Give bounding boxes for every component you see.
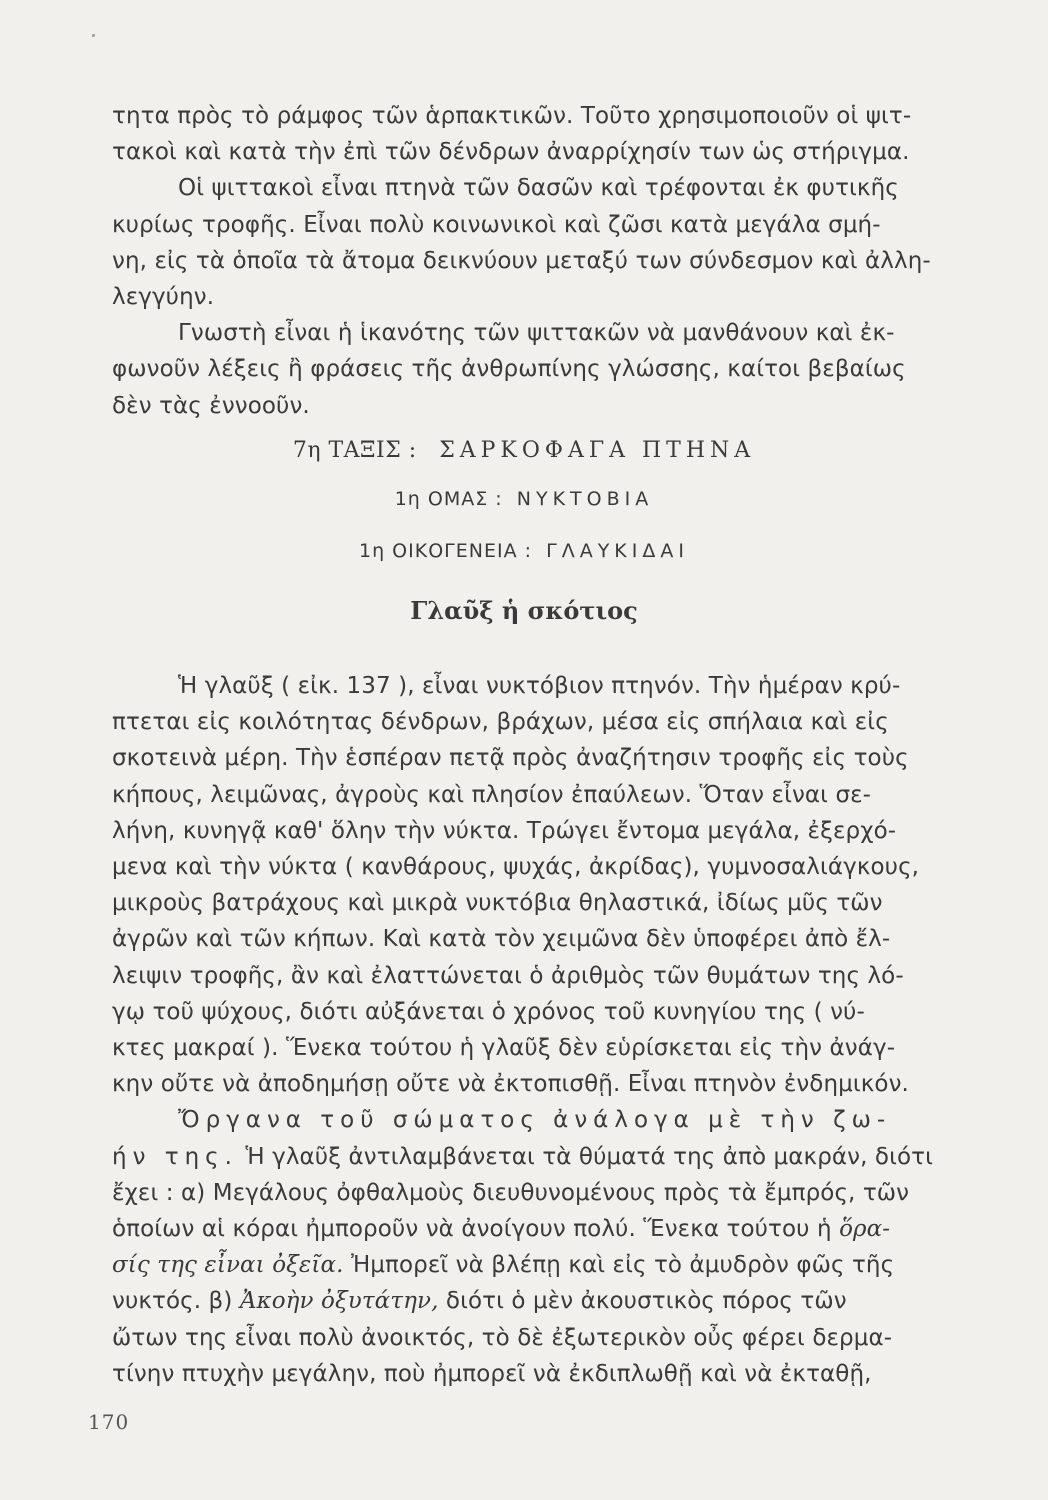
- order-heading: [0, 438, 1048, 463]
- group-heading: [0, 488, 1048, 510]
- text-line: [112, 1247, 972, 1283]
- spaced-subheading: Ὄργανα τοῦ σώματος ἀνάλογα μὲ τὴν ζω-: [178, 1107, 892, 1134]
- text-line: κυρίως τροφῆς. Εἶναι πολὺ κοινωνικοὶ καὶ ζῶσι κατὰ μεγάλα σμή-: [112, 211, 881, 238]
- text-line: μενα καὶ τὴν νύκτα ( κανθάρους, ψυχάς, ἀκρίδας), γυμνοσαλιάγκους,: [112, 854, 920, 881]
- order-name: ΣΑΡΚΟΦΑΓΑ ΠΤΗΝΑ: [439, 438, 756, 463]
- text-line: μικροὺς βατράχους καὶ μικρὰ νυκτόβια θηλαστικά, ἰδίως μῦς τῶν: [112, 890, 883, 917]
- text-line: Οἱ ψιττακοὶ εἶναι πτηνὰ τῶν δασῶν καὶ τρέφονται ἐκ φυτικῆς: [178, 175, 899, 202]
- text-line: Ἡ γλαῦξ ( εἰκ. 137 ), εἶναι νυκτόβιον πτηνόν. Τὴν ἡμέραν κρύ-: [178, 673, 901, 699]
- spaced-subheading-end: ήν της.: [112, 1143, 238, 1170]
- family-label: 1η ΟΙΚΟΓΕΝΕΙΑ :: [359, 540, 533, 562]
- text-line: φωνοῦν λέξεις ἢ φράσεις τῆς ἀνθρωπίνης γλώσσης, καίτοι βεβαίως: [112, 356, 906, 383]
- text-line: σκοτεινὰ μέρη. Τὴν ἑσπέραν πετᾷ πρὸς ἀναζήτησιν τροφῆς εἰς τοὺς: [112, 745, 909, 772]
- text-span: Ἠμπορεῖ νὰ βλέπῃ καὶ εἰς τὸ ἀμυδρὸν φῶς τῆς: [343, 1252, 895, 1279]
- intro-paragraph-3: [112, 315, 972, 424]
- intro-paragraph-1: [112, 98, 972, 170]
- text-line: τητα πρὸς τὸ ράμφος τῶν ἁρπακτικῶν. Τοῦτο χρησιμοποιοῦν οἱ ψιτ-: [112, 103, 912, 129]
- text-line: [112, 1283, 972, 1319]
- text-span: διότι ὁ μὲν ἀκουστικὸς πόρος τῶν: [438, 1288, 847, 1315]
- group-label: 1η ΟΜΑΣ :: [394, 488, 503, 510]
- paper-speck: [92, 34, 95, 37]
- order-label: 7η ΤΑΞΙΣ :: [292, 438, 417, 463]
- text-line: Γνωστὴ εἶναι ἡ ἱκανότης τῶν ψιττακῶν νὰ μανθάνουν καὶ ἐκ-: [178, 320, 895, 347]
- text-line: [112, 1211, 972, 1247]
- body-paragraph-1: [112, 668, 972, 1102]
- body-paragraph-2: [112, 1102, 972, 1392]
- text-line: κήπους, λειμῶνας, ἀγροὺς καὶ πλησίον ἐπαύλεων. Ὅταν εἶναι σε-: [112, 781, 872, 808]
- text-line: πτεται εἰς κοιλότητας δένδρων, βράχων, μέσα εἰς σπήλαια καὶ εἰς: [112, 709, 889, 736]
- text-line: τίνην πτυχὴν μεγάλην, ποὺ ἠμπορεῖ νὰ ἐκδιπλωθῇ καὶ νὰ ἐκταθῇ,: [112, 1360, 872, 1387]
- body-text: [112, 668, 972, 1392]
- text-span: Ἡ γλαῦξ ἀντιλαμβάνεται τὰ θύματά της ἀπὸ μακράν, διότι: [237, 1143, 933, 1170]
- text-line: τακοὶ καὶ κατὰ τὴν ἐπὶ τῶν δένδρων ἀναρρίχησίν των ὡς στήριγμα.: [112, 139, 910, 166]
- italic-term: Ἀκοὴν ὀξυτάτην,: [239, 1288, 439, 1315]
- text-span: νυκτός. β): [112, 1288, 240, 1315]
- italic-term: σίς της εἶναι ὀξεῖα.: [112, 1252, 344, 1279]
- text-line: λειψιν τροφῆς, ἂν καὶ ἐλαττώνεται ὁ ἀριθμὸς τῶν θυμάτων της λό-: [112, 962, 904, 989]
- family-heading: [0, 540, 1048, 562]
- group-name: ΝΥΚΤΟΒΙΑ: [516, 488, 654, 510]
- text-line: κην οὔτε νὰ ἀποδημήσῃ οὔτε νὰ ἐκτοπισθῇ. Εἶναι πτηνὸν ἐνδημικόν.: [112, 1071, 909, 1098]
- text-line: λήνη, κυνηγᾷ καθ' ὅλην τὴν νύκτα. Τρώγει ἔντομα μεγάλα, ἐξερχό-: [112, 817, 897, 844]
- family-name: ΓΛΑΥΚΙΔΑΙ: [546, 540, 689, 562]
- text-span: ὁποίων αἱ κόραι ἠμποροῦν νὰ ἀνοίγουν πολύ. Ἕνεκα τούτου ἡ: [112, 1216, 840, 1243]
- species-title: Γλαῦξ ἡ σκότιος: [410, 596, 638, 625]
- text-line: ἔχει : α) Μεγάλους ὀφθαλμοὺς διευθυνομένους πρὸς τὰ ἔμπρός, τῶν: [112, 1179, 910, 1206]
- page-number: 170: [88, 1410, 130, 1434]
- italic-term: ὅρα-: [839, 1216, 891, 1243]
- text-line: λεγγύην.: [112, 284, 215, 311]
- text-line: [112, 1139, 972, 1175]
- text-line: δὲν τὰς ἐννοοῦν.: [112, 392, 310, 419]
- text-line: ὤτων της εἶναι πολὺ ἀνοικτός, τὸ δὲ ἐξωτερικὸν οὖς φέρει δερμα-: [112, 1324, 893, 1351]
- intro-paragraph-2: [112, 170, 972, 315]
- text-line: ἀγρῶν καὶ τῶν κήπων. Καὶ κατὰ τὸν χειμῶνα δὲν ὑποφέρει ἀπὸ ἔλ-: [112, 926, 891, 953]
- intro-text: [112, 98, 972, 424]
- text-line: κτες μακραί ). Ἕνεκα τούτου ἡ γλαῦξ δὲν εὑρίσκεται εἰς τὴν ἀνάγ-: [112, 1035, 896, 1062]
- text-line: γῳ τοῦ ψύχους, διότι αὐξάνεται ὁ χρόνος τοῦ κυνηγίου της ( νύ-: [112, 998, 865, 1025]
- text-line: νη, εἰς τὰ ὁποῖα τὰ ἄτομα δεικνύουν μεταξύ των σύνδεσμον καὶ ἀλλη-: [112, 247, 931, 274]
